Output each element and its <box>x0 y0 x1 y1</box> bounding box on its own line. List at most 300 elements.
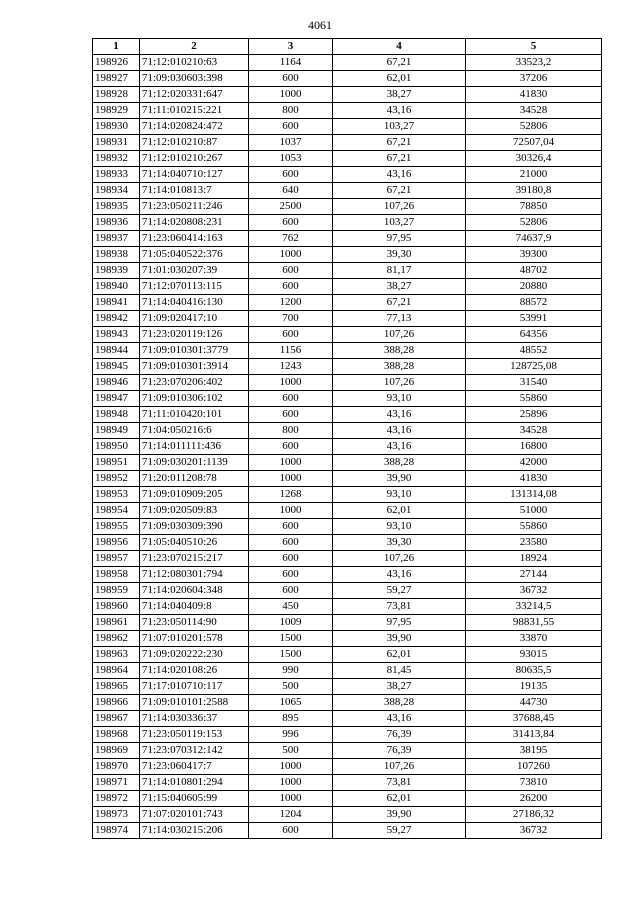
value-cell: 73810 <box>466 775 602 791</box>
table-row <box>93 167 602 183</box>
value-cell: 33870 <box>466 631 602 647</box>
record-number-cell: 198968 <box>93 727 140 743</box>
area-cell: 600 <box>249 215 333 231</box>
value-cell: 21000 <box>466 167 602 183</box>
area-cell: 1000 <box>249 247 333 263</box>
rate-cell: 107,26 <box>333 759 466 775</box>
rate-cell: 38,27 <box>333 279 466 295</box>
area-cell: 1053 <box>249 151 333 167</box>
cadastral-number-cell: 71:23:020119:126 <box>140 327 249 343</box>
area-cell: 1009 <box>249 615 333 631</box>
value-cell: 93015 <box>466 647 602 663</box>
cadastral-number-cell: 71:11:010215:221 <box>140 103 249 119</box>
cadastral-number-cell: 71:12:070113:115 <box>140 279 249 295</box>
record-number-cell: 198947 <box>93 391 140 407</box>
area-cell: 1000 <box>249 375 333 391</box>
area-cell: 600 <box>249 551 333 567</box>
value-cell: 31540 <box>466 375 602 391</box>
record-number-cell: 198961 <box>93 615 140 631</box>
cadastral-number-cell: 71:09:030603:398 <box>140 71 249 87</box>
area-cell: 1156 <box>249 343 333 359</box>
cadastral-number-cell: 71:23:070312:142 <box>140 743 249 759</box>
rate-cell: 62,01 <box>333 791 466 807</box>
area-cell: 600 <box>249 823 333 839</box>
value-cell: 131314,08 <box>466 487 602 503</box>
rate-cell: 388,28 <box>333 343 466 359</box>
area-cell: 1200 <box>249 295 333 311</box>
value-cell: 27186,32 <box>466 807 602 823</box>
rate-cell: 76,39 <box>333 727 466 743</box>
rate-cell: 59,27 <box>333 583 466 599</box>
area-cell: 600 <box>249 167 333 183</box>
area-cell: 1000 <box>249 775 333 791</box>
table-row <box>93 87 602 103</box>
header-row <box>93 39 602 55</box>
table-row <box>93 55 602 71</box>
rate-cell: 43,16 <box>333 407 466 423</box>
table-row <box>93 583 602 599</box>
rate-cell: 93,10 <box>333 391 466 407</box>
rate-cell: 107,26 <box>333 327 466 343</box>
table-row <box>93 743 602 759</box>
area-cell: 600 <box>249 519 333 535</box>
value-cell: 107260 <box>466 759 602 775</box>
area-cell: 1500 <box>249 631 333 647</box>
table-row <box>93 359 602 375</box>
rate-cell: 38,27 <box>333 679 466 695</box>
value-cell: 51000 <box>466 503 602 519</box>
record-number-cell: 198936 <box>93 215 140 231</box>
area-cell: 600 <box>249 407 333 423</box>
cadastral-number-cell: 71:23:050119:153 <box>140 727 249 743</box>
area-cell: 1000 <box>249 759 333 775</box>
cadastral-number-cell: 71:17:010710:117 <box>140 679 249 695</box>
record-number-cell: 198959 <box>93 583 140 599</box>
rate-cell: 81,17 <box>333 263 466 279</box>
value-cell: 39300 <box>466 247 602 263</box>
area-cell: 762 <box>249 231 333 247</box>
area-cell: 600 <box>249 71 333 87</box>
area-cell: 1000 <box>249 87 333 103</box>
cadastral-number-cell: 71:09:020417:10 <box>140 311 249 327</box>
area-cell: 1164 <box>249 55 333 71</box>
value-cell: 30326,4 <box>466 151 602 167</box>
table-row <box>93 327 602 343</box>
table-row <box>93 487 602 503</box>
rate-cell: 38,27 <box>333 87 466 103</box>
rate-cell: 107,26 <box>333 375 466 391</box>
land-registry-table <box>92 38 602 839</box>
rate-cell: 93,10 <box>333 487 466 503</box>
record-number-cell: 198958 <box>93 567 140 583</box>
rate-cell: 43,16 <box>333 439 466 455</box>
area-cell: 600 <box>249 583 333 599</box>
rate-cell: 67,21 <box>333 183 466 199</box>
value-cell: 36732 <box>466 583 602 599</box>
table-row <box>93 455 602 471</box>
rate-cell: 43,16 <box>333 567 466 583</box>
area-cell: 600 <box>249 279 333 295</box>
table-body <box>93 55 602 839</box>
table-row <box>93 151 602 167</box>
area-cell: 996 <box>249 727 333 743</box>
record-number-cell: 198955 <box>93 519 140 535</box>
cadastral-number-cell: 71:09:010301:3779 <box>140 343 249 359</box>
area-cell: 600 <box>249 535 333 551</box>
rate-cell: 107,26 <box>333 551 466 567</box>
table-row <box>93 823 602 839</box>
value-cell: 128725,08 <box>466 359 602 375</box>
value-cell: 19135 <box>466 679 602 695</box>
rate-cell: 62,01 <box>333 503 466 519</box>
value-cell: 36732 <box>466 823 602 839</box>
table-row <box>93 599 602 615</box>
area-cell: 640 <box>249 183 333 199</box>
table-row <box>93 791 602 807</box>
cadastral-number-cell: 71:14:040416:130 <box>140 295 249 311</box>
area-cell: 800 <box>249 423 333 439</box>
column-header-1: 1 <box>93 39 140 55</box>
record-number-cell: 198963 <box>93 647 140 663</box>
record-number-cell: 198962 <box>93 631 140 647</box>
record-number-cell: 198946 <box>93 375 140 391</box>
rate-cell: 107,26 <box>333 199 466 215</box>
record-number-cell: 198960 <box>93 599 140 615</box>
cadastral-number-cell: 71:23:060414:163 <box>140 231 249 247</box>
record-number-cell: 198932 <box>93 151 140 167</box>
table-row <box>93 759 602 775</box>
table-row <box>93 695 602 711</box>
value-cell: 16800 <box>466 439 602 455</box>
record-number-cell: 198945 <box>93 359 140 375</box>
area-cell: 1500 <box>249 647 333 663</box>
rate-cell: 39,30 <box>333 535 466 551</box>
rate-cell: 97,95 <box>333 231 466 247</box>
table-row <box>93 343 602 359</box>
record-number-cell: 198933 <box>93 167 140 183</box>
area-cell: 1000 <box>249 503 333 519</box>
cadastral-number-cell: 71:14:020604:348 <box>140 583 249 599</box>
cadastral-number-cell: 71:12:020331:647 <box>140 87 249 103</box>
rate-cell: 39,90 <box>333 807 466 823</box>
area-cell: 700 <box>249 311 333 327</box>
value-cell: 44730 <box>466 695 602 711</box>
cadastral-number-cell: 71:23:070215:217 <box>140 551 249 567</box>
table-row <box>93 103 602 119</box>
area-cell: 1000 <box>249 791 333 807</box>
rate-cell: 67,21 <box>333 295 466 311</box>
record-number-cell: 198931 <box>93 135 140 151</box>
record-number-cell: 198934 <box>93 183 140 199</box>
rate-cell: 67,21 <box>333 135 466 151</box>
value-cell: 52806 <box>466 215 602 231</box>
rate-cell: 43,16 <box>333 423 466 439</box>
value-cell: 31413,84 <box>466 727 602 743</box>
record-number-cell: 198942 <box>93 311 140 327</box>
column-header-4: 4 <box>333 39 466 55</box>
record-number-cell: 198930 <box>93 119 140 135</box>
cadastral-number-cell: 71:09:010301:3914 <box>140 359 249 375</box>
area-cell: 1065 <box>249 695 333 711</box>
record-number-cell: 198971 <box>93 775 140 791</box>
table-row <box>93 183 602 199</box>
record-number-cell: 198929 <box>93 103 140 119</box>
rate-cell: 97,95 <box>333 615 466 631</box>
cadastral-number-cell: 71:14:020808:231 <box>140 215 249 231</box>
cadastral-number-cell: 71:09:020222:230 <box>140 647 249 663</box>
rate-cell: 93,10 <box>333 519 466 535</box>
record-number-cell: 198948 <box>93 407 140 423</box>
rate-cell: 76,39 <box>333 743 466 759</box>
cadastral-number-cell: 71:14:020108:26 <box>140 663 249 679</box>
table-header <box>93 39 602 55</box>
rate-cell: 39,90 <box>333 471 466 487</box>
area-cell: 500 <box>249 743 333 759</box>
area-cell: 2500 <box>249 199 333 215</box>
record-number-cell: 198951 <box>93 455 140 471</box>
record-number-cell: 198970 <box>93 759 140 775</box>
table-row <box>93 679 602 695</box>
area-cell: 1037 <box>249 135 333 151</box>
rate-cell: 81,45 <box>333 663 466 679</box>
record-number-cell: 198964 <box>93 663 140 679</box>
cadastral-number-cell: 71:09:010101:2588 <box>140 695 249 711</box>
record-number-cell: 198926 <box>93 55 140 71</box>
cadastral-number-cell: 71:01:030207:39 <box>140 263 249 279</box>
value-cell: 25896 <box>466 407 602 423</box>
table-row <box>93 503 602 519</box>
cadastral-number-cell: 71:09:020509:83 <box>140 503 249 519</box>
value-cell: 64356 <box>466 327 602 343</box>
table-row <box>93 471 602 487</box>
value-cell: 78850 <box>466 199 602 215</box>
record-number-cell: 198952 <box>93 471 140 487</box>
cadastral-number-cell: 71:12:010210:267 <box>140 151 249 167</box>
value-cell: 48552 <box>466 343 602 359</box>
value-cell: 98831,55 <box>466 615 602 631</box>
rate-cell: 43,16 <box>333 711 466 727</box>
cadastral-number-cell: 71:14:010801:294 <box>140 775 249 791</box>
area-cell: 990 <box>249 663 333 679</box>
area-cell: 1204 <box>249 807 333 823</box>
cadastral-number-cell: 71:15:040605:99 <box>140 791 249 807</box>
table-row <box>93 535 602 551</box>
cadastral-number-cell: 71:14:030215:206 <box>140 823 249 839</box>
column-header-3: 3 <box>249 39 333 55</box>
value-cell: 72507,04 <box>466 135 602 151</box>
column-header-5: 5 <box>466 39 602 55</box>
record-number-cell: 198939 <box>93 263 140 279</box>
value-cell: 33214,5 <box>466 599 602 615</box>
cadastral-number-cell: 71:20:011208:78 <box>140 471 249 487</box>
record-number-cell: 198949 <box>93 423 140 439</box>
rate-cell: 388,28 <box>333 695 466 711</box>
area-cell: 600 <box>249 263 333 279</box>
record-number-cell: 198956 <box>93 535 140 551</box>
value-cell: 26200 <box>466 791 602 807</box>
cadastral-number-cell: 71:14:040409:8 <box>140 599 249 615</box>
rate-cell: 388,28 <box>333 359 466 375</box>
record-number-cell: 198954 <box>93 503 140 519</box>
rate-cell: 43,16 <box>333 103 466 119</box>
table-row <box>93 775 602 791</box>
table-row <box>93 375 602 391</box>
area-cell: 500 <box>249 679 333 695</box>
table-row <box>93 263 602 279</box>
value-cell: 52806 <box>466 119 602 135</box>
area-cell: 895 <box>249 711 333 727</box>
area-cell: 450 <box>249 599 333 615</box>
cadastral-number-cell: 71:11:010420:101 <box>140 407 249 423</box>
value-cell: 37688,45 <box>466 711 602 727</box>
area-cell: 600 <box>249 567 333 583</box>
table-row <box>93 551 602 567</box>
value-cell: 55860 <box>466 519 602 535</box>
record-number-cell: 198935 <box>93 199 140 215</box>
value-cell: 55860 <box>466 391 602 407</box>
value-cell: 41830 <box>466 87 602 103</box>
table-row <box>93 439 602 455</box>
value-cell: 74637,9 <box>466 231 602 247</box>
rate-cell: 39,30 <box>333 247 466 263</box>
cadastral-number-cell: 71:12:080301:794 <box>140 567 249 583</box>
rate-cell: 43,16 <box>333 167 466 183</box>
cadastral-number-cell: 71:07:010201:578 <box>140 631 249 647</box>
table-row <box>93 727 602 743</box>
value-cell: 41830 <box>466 471 602 487</box>
table-row <box>93 119 602 135</box>
record-number-cell: 198940 <box>93 279 140 295</box>
record-number-cell: 198957 <box>93 551 140 567</box>
table-row <box>93 215 602 231</box>
table-row <box>93 231 602 247</box>
record-number-cell: 198972 <box>93 791 140 807</box>
table-row <box>93 647 602 663</box>
cadastral-number-cell: 71:05:040510:26 <box>140 535 249 551</box>
table-row <box>93 631 602 647</box>
value-cell: 80635,5 <box>466 663 602 679</box>
record-number-cell: 198928 <box>93 87 140 103</box>
area-cell: 600 <box>249 391 333 407</box>
value-cell: 23580 <box>466 535 602 551</box>
value-cell: 42000 <box>466 455 602 471</box>
record-number-cell: 198966 <box>93 695 140 711</box>
record-number-cell: 198974 <box>93 823 140 839</box>
table-row <box>93 567 602 583</box>
cadastral-number-cell: 71:09:030201:1139 <box>140 455 249 471</box>
table-row <box>93 135 602 151</box>
value-cell: 34528 <box>466 103 602 119</box>
rate-cell: 67,21 <box>333 151 466 167</box>
area-cell: 1243 <box>249 359 333 375</box>
table-row <box>93 407 602 423</box>
record-number-cell: 198953 <box>93 487 140 503</box>
cadastral-number-cell: 71:23:050114:90 <box>140 615 249 631</box>
record-number-cell: 198937 <box>93 231 140 247</box>
cadastral-number-cell: 71:09:010909:205 <box>140 487 249 503</box>
cadastral-number-cell: 71:23:050211:246 <box>140 199 249 215</box>
rate-cell: 62,01 <box>333 71 466 87</box>
cadastral-number-cell: 71:12:010210:87 <box>140 135 249 151</box>
table-row <box>93 391 602 407</box>
rate-cell: 103,27 <box>333 119 466 135</box>
cadastral-number-cell: 71:23:060417:7 <box>140 759 249 775</box>
rate-cell: 103,27 <box>333 215 466 231</box>
table-row <box>93 711 602 727</box>
area-cell: 1000 <box>249 455 333 471</box>
value-cell: 88572 <box>466 295 602 311</box>
record-number-cell: 198969 <box>93 743 140 759</box>
cadastral-number-cell: 71:14:010813:7 <box>140 183 249 199</box>
value-cell: 20880 <box>466 279 602 295</box>
value-cell: 33523,2 <box>466 55 602 71</box>
value-cell: 48702 <box>466 263 602 279</box>
record-number-cell: 198973 <box>93 807 140 823</box>
rate-cell: 73,81 <box>333 599 466 615</box>
rate-cell: 388,28 <box>333 455 466 471</box>
table-row <box>93 519 602 535</box>
table-row <box>93 807 602 823</box>
table-row <box>93 71 602 87</box>
record-number-cell: 198941 <box>93 295 140 311</box>
value-cell: 53991 <box>466 311 602 327</box>
area-cell: 600 <box>249 119 333 135</box>
cadastral-number-cell: 71:14:030336:37 <box>140 711 249 727</box>
table-row <box>93 295 602 311</box>
cadastral-number-cell: 71:12:010210:63 <box>140 55 249 71</box>
value-cell: 27144 <box>466 567 602 583</box>
rate-cell: 77,13 <box>333 311 466 327</box>
cadastral-number-cell: 71:14:020824:472 <box>140 119 249 135</box>
area-cell: 1268 <box>249 487 333 503</box>
area-cell: 800 <box>249 103 333 119</box>
rate-cell: 62,01 <box>333 647 466 663</box>
value-cell: 18924 <box>466 551 602 567</box>
table-row <box>93 663 602 679</box>
record-number-cell: 198965 <box>93 679 140 695</box>
cadastral-number-cell: 71:09:010306:102 <box>140 391 249 407</box>
area-cell: 600 <box>249 327 333 343</box>
cadastral-number-cell: 71:23:070206:402 <box>140 375 249 391</box>
cadastral-number-cell: 71:04:050216:6 <box>140 423 249 439</box>
record-number-cell: 198943 <box>93 327 140 343</box>
area-cell: 600 <box>249 439 333 455</box>
table-row <box>93 247 602 263</box>
record-number-cell: 198944 <box>93 343 140 359</box>
record-number-cell: 198950 <box>93 439 140 455</box>
table-row <box>93 279 602 295</box>
rate-cell: 73,81 <box>333 775 466 791</box>
table-row <box>93 423 602 439</box>
rate-cell: 59,27 <box>333 823 466 839</box>
value-cell: 34528 <box>466 423 602 439</box>
table-row <box>93 311 602 327</box>
cadastral-number-cell: 71:14:011111:436 <box>140 439 249 455</box>
table-row <box>93 199 602 215</box>
value-cell: 38195 <box>466 743 602 759</box>
rate-cell: 67,21 <box>333 55 466 71</box>
area-cell: 1000 <box>249 471 333 487</box>
column-header-2: 2 <box>140 39 249 55</box>
rate-cell: 39,90 <box>333 631 466 647</box>
record-number-cell: 198927 <box>93 71 140 87</box>
page-number: 4061 <box>308 18 332 32</box>
table-row <box>93 615 602 631</box>
cadastral-number-cell: 71:07:020101:743 <box>140 807 249 823</box>
cadastral-number-cell: 71:09:030309:390 <box>140 519 249 535</box>
cadastral-number-cell: 71:14:040710:127 <box>140 167 249 183</box>
cadastral-number-cell: 71:05:040522:376 <box>140 247 249 263</box>
